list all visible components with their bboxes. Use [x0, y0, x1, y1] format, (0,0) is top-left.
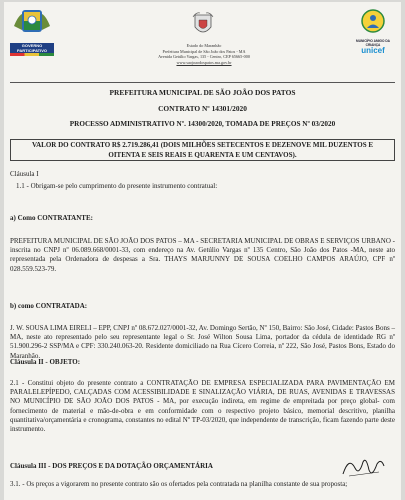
header-divider — [10, 82, 395, 83]
contract-value-box — [10, 139, 395, 161]
unicef-brand: unicef — [361, 46, 385, 55]
document-title: PREFEITURA MUNICIPAL DE SÃO JOÃO DOS PATOS — [109, 88, 296, 97]
document-page — [4, 2, 401, 500]
contract-value: VALOR DO CONTRATO R$ 2.719.286,41 (DOIS MILHÕES SETECENTOS E DEZENOVE MIL DUZENTOS E OITENTA E SEIS REAIS E QUARENTA E UM CENTAVOS). — [31, 141, 374, 159]
contratada-text: J. W. SOUSA LIMA EIRELI – EPP, CNPJ nº 08.672.027/0001-32, Av. Domingo Sertão, Nº 150, Bairro: São José, Cidade: Pastos Bons – MA, neste ato representado pelo seu representante legal o Sr. José Wilton Sousa Lima, portador da cédula de identidade RG nº 51.900.296-2 SSP/MA e CPF: 330.240.063-20. Residente domiciliado na Rua Cícero Correia, nº 222, São José, Pastos Bons, Estado do Maranhão. — [10, 324, 395, 360]
municipality-name: Prefeitura Municipal de São João dos Patos - MA — [162, 48, 246, 54]
website-link[interactable]: www.saojoaodospatos.ma.gov.br — [176, 59, 232, 65]
process-number: PROCESSO ADMINISTRATIVO Nº. 14300/2020, TOMADA DE PREÇOS Nº 03/2020 — [69, 120, 336, 128]
contratante-text: PREFEITURA MUNICIPAL DE SÃO JOÃO DOS PATOS – MA - SECRETARIA MUNICIPAL DE OBRAS E SERVIÇOS URBANO - inscrita no CNPJ nº 06.089.668/0001-33, com endereço na Av. Getúlio Vargas nº 135 Centro, São João dos Patos -MA, neste ato representada pela Ordenadora de despesas a Sra. THAYS MARJUNNY DE SOUSA COELHO CAMPOS ARAÚJO, CPF nº 028.559.523-79. — [10, 237, 395, 273]
address: Avenida Getúlio Vargas, 135 - Centro, CEP 65665-000 — [158, 54, 250, 60]
crest-icon — [10, 8, 54, 38]
letterhead — [114, 43, 294, 65]
clause-2-title: Cláusula II - OBJETO: — [10, 358, 81, 366]
clause-1-item: 1.1 - Obrigam-se pelo cumprimento do presente instrumento contratual: — [16, 182, 218, 190]
handwritten-signature — [339, 454, 387, 480]
municipio-amigo-logo — [353, 8, 393, 55]
contratante-label: a) Como CONTRATANTE: — [10, 214, 93, 222]
contratada-label: b) como CONTRATADA: — [10, 302, 88, 310]
child-seal-icon — [353, 8, 393, 34]
clause-2-text: 2.1 - Constitui objeto do presente contrato a CONTRATAÇÃO DE EMPRESA ESPECIALIZADA PARA PAVIMENTAÇÃO EM PARALELEPÍPEDO, CALÇADAS COM ACESSIBILIDADE E SINALIZAÇÃO VIÁRIA, DE RUAS, AVENIDAS E TRAVESSAS NO MUNICÍPIO DE SÃO JOÃO DOS PATOS - MA, por execução indireta, em regime de empreitada por preço global- com fornecimento de material e mão-de-obra e em conformidade com o respectivo projeto básico, memorial descritivo, planilha quantitativa/orçamentária e cronograma, constantes no edital Nº TP-03/2020, que independente de transcrição, ficam fazendo parte deste instrumento. — [10, 379, 395, 434]
governo-participativo-logo — [10, 8, 54, 56]
contract-number: CONTRATO Nº 14301/2020 — [158, 104, 247, 113]
left-logo-text: GOVERNO PARTICIPATIVO — [10, 43, 54, 53]
right-logo-text: MUNICÍPIO AMIGO DA CRIANÇA — [356, 39, 390, 47]
state-coat-of-arms-icon — [192, 11, 214, 39]
state-name: Estado do Maranhão — [186, 43, 222, 48]
clause-3-text: 3.1. - Os preços a vigorarem no presente contrato são os ofertados pela contratada na planilha constante de sua proposta; — [10, 480, 348, 488]
clause-1-title: Cláusula I — [10, 170, 39, 178]
clause-3-title: Cláusula III - DOS PREÇOS E DA DOTAÇÃO ORÇAMENTÁRIA — [10, 462, 213, 470]
